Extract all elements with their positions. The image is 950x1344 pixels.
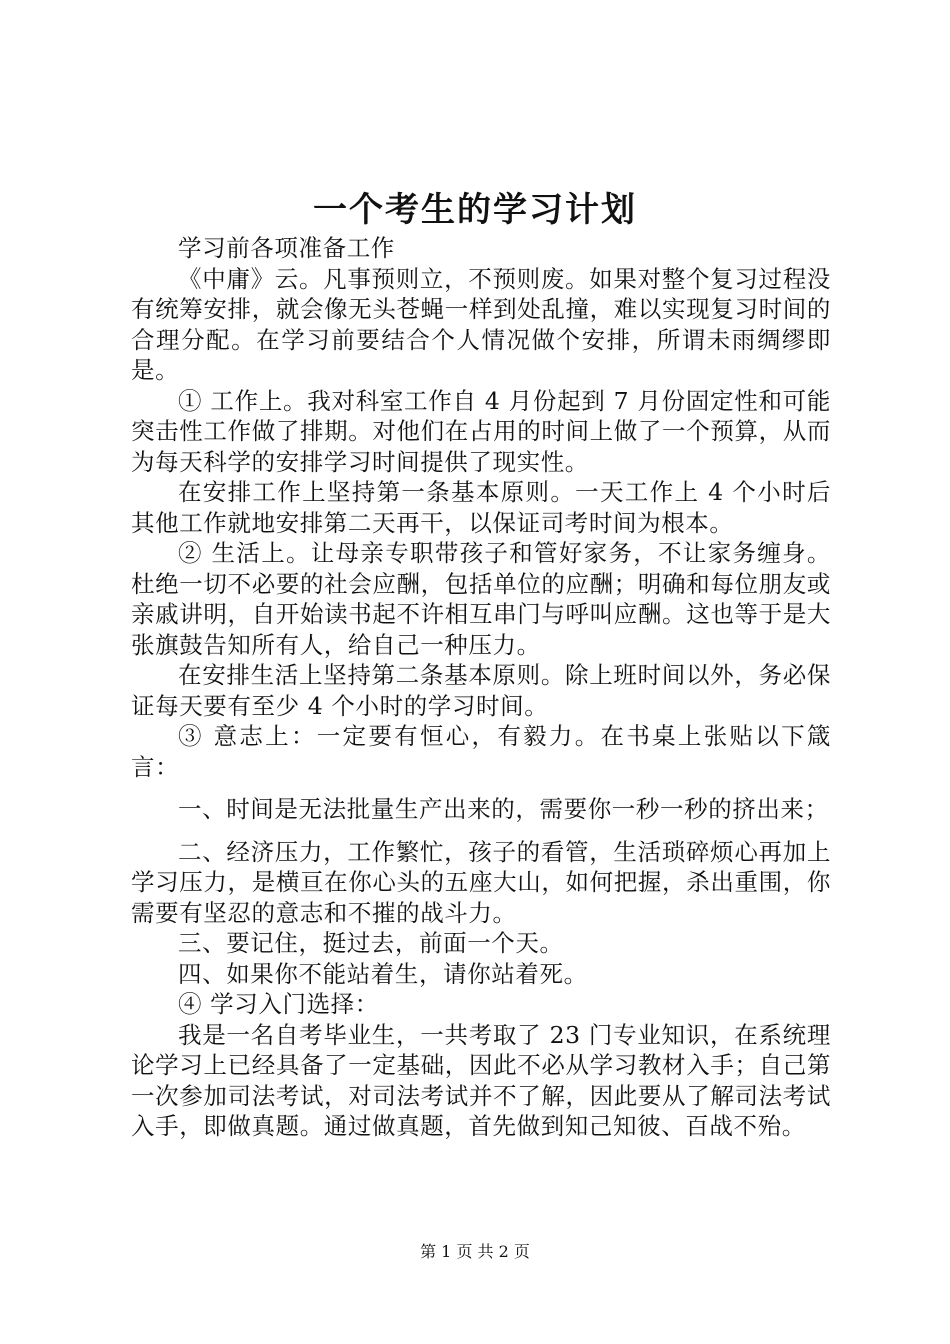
paragraph: ④ 学习入门选择： [178,990,379,1018]
paragraph: 在安排工作上坚持第一条基本原则。一天工作上 4 个小时后其他工作就地安排第二天再干，以保证司考时间为根本。 [131,478,831,537]
paragraph: 三、要记住，挺过去，前面一个天。 [178,929,564,957]
paragraph: ③ 意志上：一定要有恒心，有毅力。在书桌上张贴以下箴言： [131,722,831,781]
paragraph: 在安排生活上坚持第二条基本原则。除上班时间以外，务必保证每天要有至少 4 个小时的学习时间。 [131,661,831,720]
paragraph: ① 工作上。我对科室工作自 4 月份起到 7 月份固定性和可能突击性工作做了排期。对他们在占用的时间上做了一个预算，从而为每天科学的安排学习时间提供了现实性。 [131,386,831,476]
paragraph: 《中庸》云。凡事预则立，不预则废。如果对整个复习过程没有统筹安排，就会像无头苍蝇一样到处乱撞，难以实现复习时间的合理分配。在学习前要结合个人情况做个安排，所谓未雨绸缪即是。 [131,264,831,384]
paragraph-heading: 学习前各项准备工作 [178,234,395,262]
paragraph: 我是一名自考毕业生，一共考取了 23 门专业知识，在系统理论学习上已经具备了一定基础，因此不必从学习教材入手；自己第一次参加司法考试，对司法考试并不了解，因此要从了解司法考试入手，即做真题。通过做真题，首先做到知己知彼、百战不殆。 [131,1020,831,1140]
paragraph: 一、时间是无法批量生产出来的，需要你一秒一秒的挤出来； [178,795,829,823]
paragraph: 二、经济压力，工作繁忙，孩子的看管，生活琐碎烦心再加上学习压力，是横亘在你心头的五座大山，如何把握，杀出重围，你需要有坚忍的意志和不摧的战斗力。 [131,837,831,927]
page-title: 一个考生的学习计划 [313,190,637,230]
page-number-footer: 第 1 页 共 2 页 [420,1242,530,1261]
paragraph: 四、如果你不能站着生，请你站着死。 [178,959,588,988]
document-body [131,233,831,1142]
paragraph: ② 生活上。让母亲专职带孩子和管好家务，不让家务缠身。杜绝一切不必要的社会应酬，包括单位的应酬；明确和每位朋友或亲戚讲明，自开始读书起不许相互串门与呼叫应酬。这也等于是大张旗鼓告知所有人，给自己一种压力。 [131,539,831,659]
